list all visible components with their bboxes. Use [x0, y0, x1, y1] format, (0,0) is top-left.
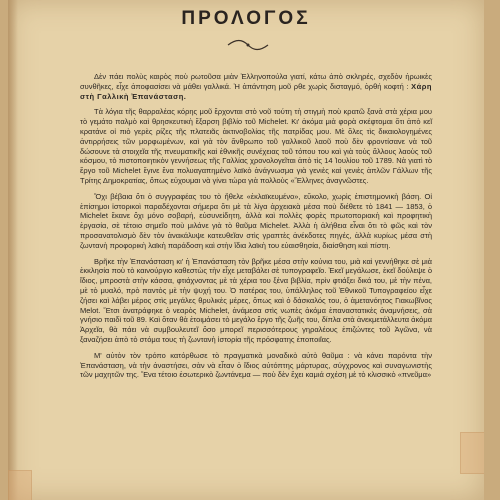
paragraph	[80, 72, 432, 101]
page-edge-shadow	[8, 0, 18, 500]
preface-body	[80, 72, 432, 380]
paragraph	[80, 257, 432, 345]
paragraph	[80, 351, 432, 380]
ornament-divider	[226, 39, 270, 51]
paragraph	[80, 107, 432, 185]
document-page	[8, 0, 484, 500]
paragraph	[80, 192, 432, 251]
emphasized-answer: Χάρη στὴ Γαλλικὴ Ἐπανάσταση.	[80, 81, 433, 101]
paragraph-text: Ὄχι βέβαια ὅτι ὁ συγγραφέας του τὸ ἤθελε «ἐκλαϊκευμένο», εὔκολο, χωρὶς ἐπιστημονικὴ βάση. Οἱ ἐπίσημοι ἱστορικοὶ παραδέχονται σήμερα ὅτι μὲ τὰ λίγα ἀρχειακὰ μέσα ποὺ διέθετε τὸ 1841 — 1853, ὁ Michelet ἔκανε ὄχι μόνο σοβαρή, εὐσυνείδητη, ἀλλὰ καὶ πολλὲς φορὲς πρωτοποριακὴ καὶ προφητικὴ ἐργασία, σὲ τέτοιο σημεῖο ποὺ μιλάνε γιὰ τὸ θαῦμα Michelet. Ἀλλὰ ἡ ἀλήθεια εἶναι ὅτι τὸ φῶς καὶ τὸν προσανατολισμὸ δὲν τὸν ἀνακάλυψε κατευθεῖαν στὶς γραπτὲς ἀνέκδοτες πηγές, ἀλλὰ κυρίως μέσα στὴ ζωντανὴ προφορικὴ λαϊκὴ παράδοση καὶ στὴν ἴδια λαϊκὴ του εὐαισθησία, διαίσθηση καὶ πίστη.	[80, 191, 432, 250]
tape-mark	[8, 470, 32, 500]
paragraph-text: Μ' αὐτὸν τὸν τρόπο κατόρθωσε τὸ πραγματικὰ μοναδικὸ αὐτὸ θαῦμα : νὰ κάνει παρόντα τὴν Ἐπανάσταση, νὰ τὴν ἀναστήσει, σὰν νὰ εἶταν ὁ ἴδιος αὐτόπτης μάρτυρας, σύγχρονος καὶ συναγωνιστὴς τῶν μαχητῶν της. Ἕνα τέτοιο ἐσωτερικὸ ζωντάνεμα — ποὺ δὲν ἔχει καμιά σχέση μὲ τὸ κλισσικὸ «πνεῦμα»	[80, 350, 432, 380]
paragraph-text: Τὰ λόγια τῆς θαρραλέας κόρης μοῦ ἔρχονται στὸ νοῦ τούτη τὴ στιγμὴ ποὺ κρατῶ ξανὰ στὰ χέρια μου τὸ γεμάτο παλμὸ καὶ θρησκευτικὴ ἔξαρση βιβλίο τοῦ Michelet. Κι' ἀκόμα μιὰ φορὰ σκέφτομαι ὅτι ἀπὸ κεῖ κρατάνε οἱ πιὸ γερὲς ρίζες τῆς πλατειᾶς ἀκτινοβολίας τῆς πατρίδας μου. Μὲ ὅλες τὶς δικαιολογημένες ἀντιρρήσεις τῶν μορφωμένων, καὶ γιὰ τὸν ἄνθρωπο τοῦ γαλλικοῦ λαοῦ ποὺ δὲν φροντίσανε νὰ τοῦ δώσουνε τὰ στοιχεῖα τῆς πνευματικῆς καὶ ἐθνικῆς συνέχειας τοῦ τόπου του καὶ γιὰ τοὺς ἄλλους λαοὺς τοῦ κόσμου, τὸ πιστοποιητικὸν γεννήσεως τῆς Γαλλίας χρονολογεῖται ἀπὸ τὶς 14 Ἰουλίου τοῦ 1789. Νὰ γιατὶ τὸ ἔργο τοῦ Michelet ἔγινε ἕνα πολυαγαπημένο λαϊκὸ ἀνάγνωσμα γιὰ γενιὲς καὶ γενιὲς ἁπλῶν Γάλλων τῆς Τρίτης Δημοκρατίας, ὅπως εὐχουμαι νὰ γίνει τώρα γιὰ πολλοὺς «Ἕλληνες ἀναγνῶστες.	[80, 107, 432, 185]
page-title: ΠΡΟΛΟΓΟΣ	[181, 8, 311, 29]
paragraph-text: Δὲν πάει πολὺς καιρὸς ποὺ ρωτοῦσα μιὰν Ἑλληνοπούλα γιατί, κάτω ἀπὸ σκληρές, σχεδὸν ἡρωικὲς συνθῆκες, εἶχε ἀποφασίσει νὰ μάθει γαλλικά. Ἡ ἀπάντηση μοῦ ρθε χωρὶς δισταγμό, ὀρθή κοφτή :	[80, 72, 432, 91]
tape-mark	[460, 432, 484, 474]
paragraph-text: Βρῆκε τὴν Ἐπανάσταση κι' ἡ Ἐπανάσταση τὸν βρῆκε μέσα στὴν κούνια του, μιὰ καὶ γεννήθηκε σὲ μιὰ ἐκκλησία ποὺ τὸ καινούργιο καθεστὼς τὴν εἶχε μεταβάλει σὲ τυπογραφεῖο. Ἐκεῖ μεγάλωσε, ἐκεῖ δούλεψε ὁ ἴδιος, μπροστὰ στὴν κάσσα, φτιάχνοντας μὲ τὰ χέρια του ξένα βιβλία, πρὶν φτιάξει δικά του, μὲ τὴν πένα, μὲ τὸ μυαλό, πρὸ παντὸς μὲ τὴν ψυχή του. Ὁ πατέρας του, ὑπάλληλος τοῦ Ἐθνικοῦ Τυπογραφείου εἶχε ζήσει καὶ λάβει μέρος στὶς μεγάλες θρυλικὲς μέρες, ὅπως καὶ ὁ δάσκαλός του, ὁ ἀμετανόητος Γιακωβῖνος Melot. Ἔτσι ἀνατράφηκε ὁ νεαρὸς Michelet, ἀνάμεσα στὶς νωπὲς ἀκόμα ἐπαναστατικὲς ἀναμνήσεις, σὰ γνήσιο παιδὶ τοῦ 89. Καὶ ὅταν θὰ ἑτοιμάσει τὸ μεγάλο ἔργο τῆς ζωῆς του, δίπλα στὰ ἀνεκμετάλλευτα ἀκόμα Ἀρχεῖα, θὰ πάει νὰ συμβουλευτεῖ ὅσο μπορεῖ περισσότερους γηραλέους ἐπιζώντες τοῦ Ἀγῶνα, νὰ ξαναζήσει ἀπὸ τὸ στόμα τους τὴ ζωντανὴ ἱστορία τῆς πρόσφατης ἐποποιΐας.	[80, 256, 432, 344]
